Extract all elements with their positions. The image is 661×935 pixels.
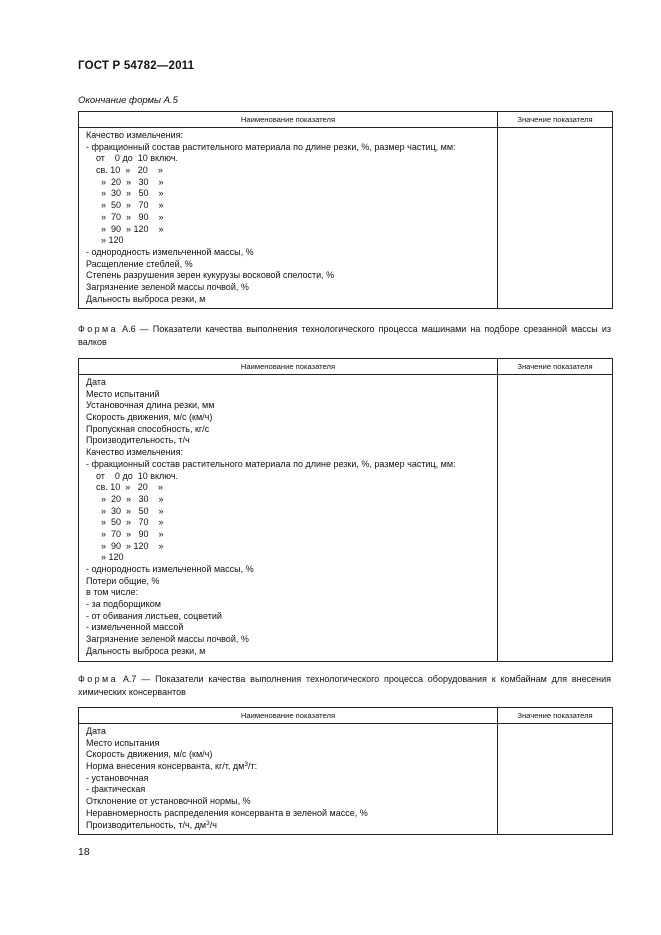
indicator-line: » 120 [86,235,124,246]
indicator-list-cell [79,375,498,662]
indicator-line: от 0 до 10 включ. [86,470,179,481]
indicator-line: » 20 » 30 » [86,176,164,187]
indicator-line: Дата [86,726,106,736]
indicator-line: Установочная длина резки, мм [86,400,215,411]
indicator-line: Место испытаний [86,388,160,399]
table-form-a6 [78,358,613,662]
indicator-line: - от обивания листьев, соцветий [86,610,222,621]
indicator-list-cell [79,128,498,309]
indicator-line: Пропускная способность, кг/с [86,423,210,434]
indicator-line: Загрязнение зеленой массы почвой, % [86,634,249,645]
indicator-line: Скорость движения, м/с (км/ч) [86,412,213,423]
form-label: Форма [78,674,119,684]
column-header-value: Значение показателя [498,708,613,724]
indicator-line: » 70 » 90 » [86,211,164,222]
indicator-line: » 50 » 70 » [86,517,164,528]
indicator-line: Качество измельчения: [86,447,184,458]
page-number: 18 [78,846,90,858]
indicator-line: Неравномерность распределения консерванта в зеленой массе, % [86,807,368,818]
indicator-line: Отклонение от установочной нормы, % [86,796,251,807]
indicator-line: - однородность измельченной массы, % [86,246,254,257]
superscript: 3 [244,761,248,769]
value-cell [498,724,613,835]
indicator-line: св. 10 » 20 » [86,482,163,493]
indicator-line: Загрязнение зеленой массы почвой, % [86,281,249,292]
productivity-text-end: /ч [209,819,217,830]
column-header-name: Наименование показателя [79,708,498,724]
indicator-line: » 70 » 90 » [86,528,164,539]
indicator-line: Дальность выброса резки, м [86,293,206,304]
indicator-line: » 50 » 70 » [86,200,164,211]
superscript: 3 [206,819,210,827]
indicator-line: » 30 » 50 » [86,505,164,516]
norm-text: Норма внесения консерванта, кг/т, дм [86,761,245,772]
document-header: ГОСТ Р 54782—2011 [78,60,195,72]
indicator-line: Дата [86,377,106,387]
indicator-line: Качество измельчения: [86,130,184,140]
indicator-line: от 0 до 10 включ. [86,153,179,164]
form-title-a7 [78,673,611,698]
indicator-line: - однородность измельченной массы, % [86,564,254,574]
indicator-line: Степень разрушения зерен кукурузы восковой спелости, % [86,270,335,281]
norm-text-end: /т: [247,761,258,772]
indicator-line: » 90 » 120 » [86,540,164,551]
indicator-line: » 90 » 120 » [86,223,164,234]
column-header-value: Значение показателя [498,359,613,375]
column-header-name: Наименование показателя [79,359,498,375]
caption-a5: Окончание формы А.5 [78,95,178,106]
value-cell [498,375,613,662]
form-title-a6 [78,323,611,348]
form-title-text: А.7 — Показатели качества выполнения технологического процесса оборудования к комбайнам для внесения химических консервантов [78,674,611,697]
value-cell [498,128,613,309]
indicator-line: - фактическая [86,784,146,795]
indicator-line: Производительность, т/ч [86,435,190,446]
indicator-list-cell [79,724,498,835]
indicator-line: Место испытания [86,737,160,748]
indicator-line: св. 10 » 20 » [86,165,163,176]
indicator-line: Скорость движения, м/с (км/ч) [86,749,213,760]
indicator-line: - за подборщиком [86,599,161,610]
indicator-line: » 20 » 30 » [86,493,164,504]
indicator-line: в том числе: [86,587,138,598]
indicator-line: Потери общие, % [86,575,160,586]
indicator-line: Дальность выброса резки, м [86,645,206,656]
indicator-line [79,761,497,773]
indicator-line: - фракционный состав растительного материала по длине резки, %, размер частиц, мм: [86,458,456,469]
indicator-line: - измельченной массой [86,622,184,633]
table-form-a7 [78,707,613,835]
indicator-line: » 120 [86,552,124,563]
indicator-line: » 30 » 50 » [86,188,164,199]
column-header-name: Наименование показателя [79,112,498,128]
column-header-value: Значение показателя [498,112,613,128]
indicator-line: - фракционный состав растительного материала по длине резки, %, размер частиц, мм: [86,141,456,152]
productivity-text: Производительность, т/ч, дм [86,819,207,830]
indicator-line: Расщепление стеблей, % [86,258,193,269]
form-title-text: А.6 — Показатели качества выполнения технологического процесса машинами на подборе срезанной массы из валков [78,324,611,347]
table-form-a5 [78,111,613,309]
form-label: Форма [78,324,119,334]
indicator-line [79,820,497,832]
indicator-line: - установочная [86,772,149,783]
